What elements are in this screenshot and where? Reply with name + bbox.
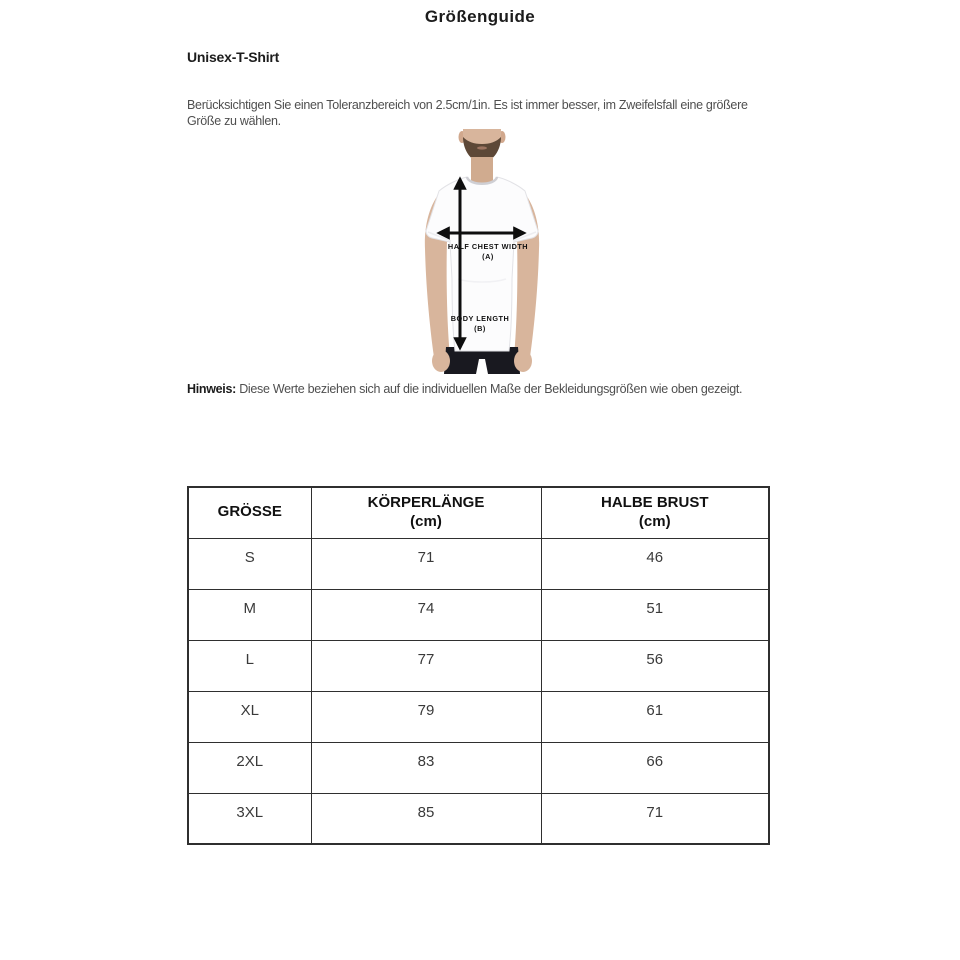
body-length-cell: 74 (311, 589, 541, 640)
size-cell: M (188, 589, 311, 640)
size-table-header-row (188, 487, 769, 538)
product-name: Unisex-T-Shirt (187, 49, 280, 65)
table-row (188, 793, 769, 844)
table-row (188, 691, 769, 742)
size-table (187, 486, 770, 845)
half-chest-cell: 71 (541, 793, 769, 844)
table-row (188, 589, 769, 640)
tshirt-measurement-illustration (398, 129, 583, 374)
tolerance-note: Berücksichtigen Sie einen Toleranzbereich von 2.5cm/1in. Es ist immer besser, im Zweifelsfall eine größere Größe zu wählen. (187, 98, 748, 128)
half-chest-cell: 66 (541, 742, 769, 793)
half-chest-cell: 51 (541, 589, 769, 640)
body-length-cell: 79 (311, 691, 541, 742)
body-length-cell: 71 (311, 538, 541, 589)
half-chest-cell: 56 (541, 640, 769, 691)
page-title: Größenguide (424, 7, 536, 26)
body-length-label: BODY LENGTH (450, 314, 510, 323)
col-header-half-chest (541, 487, 769, 538)
col-header-body-length-sub: (cm) (410, 512, 442, 530)
table-row (188, 538, 769, 589)
size-cell: 3XL (188, 793, 311, 844)
col-header-body-length-label: KÖRPERLÄNGE (367, 494, 485, 511)
size-cell: S (188, 538, 311, 589)
col-header-body-length (311, 487, 541, 538)
half-chest-cell: 46 (541, 538, 769, 589)
col-header-size (188, 487, 311, 538)
body-length-cell: 85 (311, 793, 541, 844)
note-label: Hinweis: (187, 382, 236, 396)
half-chest-sublabel: (A) (482, 252, 494, 261)
note-text: Diese Werte beziehen sich auf die individuellen Maße der Bekleidungsgrößen wie oben gezeigt. (239, 382, 743, 396)
half-chest-cell: 61 (541, 691, 769, 742)
size-cell: 2XL (188, 742, 311, 793)
body-length-cell: 83 (311, 742, 541, 793)
table-row (188, 742, 769, 793)
body-length-sublabel: (B) (474, 324, 486, 333)
col-header-half-chest-label: HALBE BRUST (601, 494, 709, 511)
half-chest-label: HALF CHEST WIDTH (447, 242, 529, 251)
size-diagram (398, 129, 583, 374)
size-cell: XL (188, 691, 311, 742)
col-header-size-label: GRÖSSE (217, 503, 282, 521)
body-length-cell: 77 (311, 640, 541, 691)
measurement-note (187, 382, 827, 396)
col-header-half-chest-sub: (cm) (638, 512, 671, 530)
table-row (188, 640, 769, 691)
size-cell: L (188, 640, 311, 691)
